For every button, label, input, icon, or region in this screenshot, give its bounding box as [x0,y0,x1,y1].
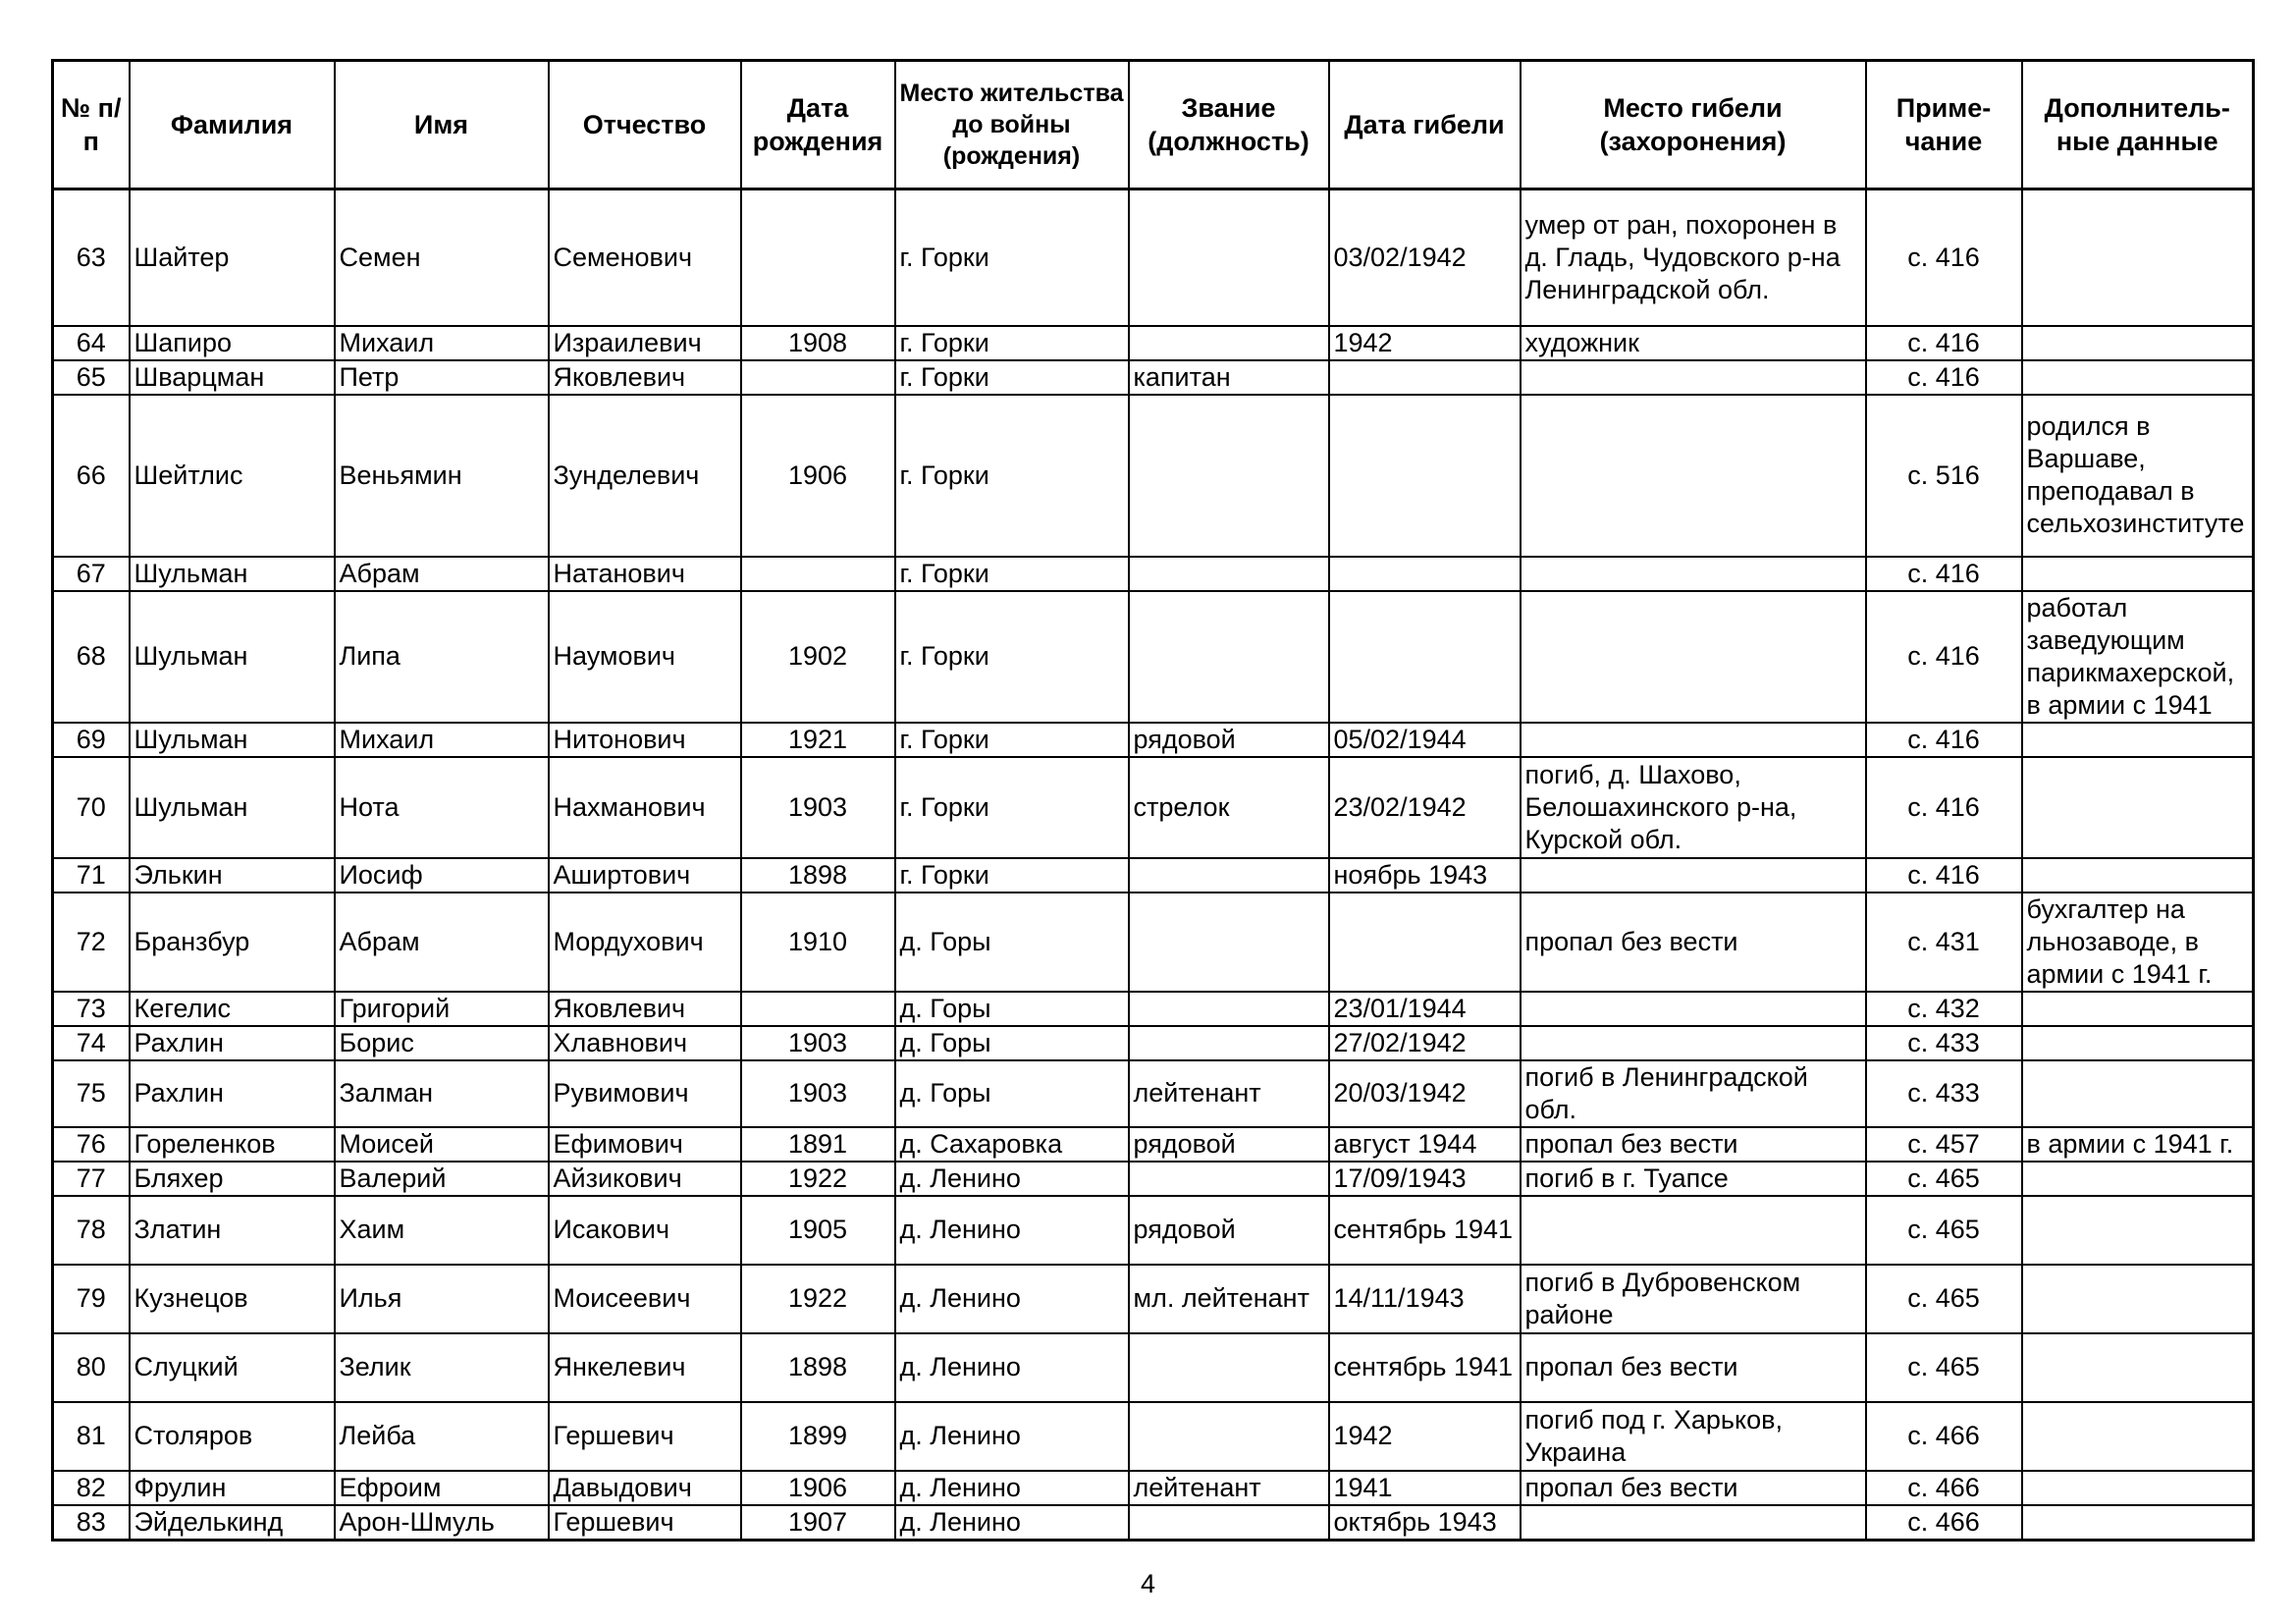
col-header-surname: Фамилия [130,61,335,189]
cell-extra [2022,757,2254,858]
cell-name: Петр [335,360,549,395]
cell-death-date: октябрь 1943 [1329,1505,1521,1541]
cell-death-date: 03/02/1942 [1329,189,1521,326]
cell-surname: Гореленков [130,1127,335,1162]
col-header-name: Имя [335,61,549,189]
cell-residence: д. Горы [895,992,1129,1026]
cell-rank: мл. лейтенант [1129,1265,1329,1333]
cell-extra [2022,557,2254,591]
cell-patronymic: Гершевич [549,1402,741,1471]
cell-death-place [1521,591,1866,723]
cell-name: Арон-Шмуль [335,1505,549,1541]
cell-rank [1129,591,1329,723]
cell-rank: капитан [1129,360,1329,395]
cell-death-date [1329,557,1521,591]
cell-residence: д. Ленино [895,1333,1129,1402]
col-header-number: № п/п [53,61,130,189]
cell-patronymic: Хлавнович [549,1026,741,1060]
cell-extra [2022,858,2254,893]
cell-rank [1129,893,1329,992]
cell-number: 80 [53,1333,130,1402]
cell-death-place: художник [1521,326,1866,360]
cell-number: 79 [53,1265,130,1333]
cell-note: с. 416 [1866,326,2022,360]
cell-death-date: сентябрь 1941 [1329,1333,1521,1402]
cell-note: с. 416 [1866,189,2022,326]
col-header-note: Приме-чание [1866,61,2022,189]
cell-death-date: 1942 [1329,1402,1521,1471]
cell-name: Ефроим [335,1471,549,1505]
cell-name: Нота [335,757,549,858]
cell-name: Семен [335,189,549,326]
cell-patronymic: Рувимович [549,1060,741,1127]
table-row [53,1162,2254,1196]
cell-patronymic: Яковлевич [549,992,741,1026]
cell-extra [2022,992,2254,1026]
cell-note: с. 466 [1866,1402,2022,1471]
cell-death-place [1521,557,1866,591]
cell-birth [741,360,895,395]
cell-death-date [1329,893,1521,992]
cell-death-date: 05/02/1944 [1329,723,1521,757]
cell-extra [2022,360,2254,395]
cell-birth: 1906 [741,1471,895,1505]
cell-rank: рядовой [1129,1127,1329,1162]
cell-number: 70 [53,757,130,858]
cell-number: 82 [53,1471,130,1505]
cell-number: 76 [53,1127,130,1162]
cell-extra [2022,1402,2254,1471]
cell-birth: 1906 [741,395,895,557]
cell-death-place [1521,723,1866,757]
cell-name: Хаим [335,1196,549,1265]
col-header-birth: Дата рождения [741,61,895,189]
cell-surname: Шапиро [130,326,335,360]
cell-number: 74 [53,1026,130,1060]
table-row [53,591,2254,723]
table-row [53,189,2254,326]
cell-death-place: погиб под г. Харьков, Украина [1521,1402,1866,1471]
cell-death-place: погиб в г. Туапсе [1521,1162,1866,1196]
cell-extra [2022,326,2254,360]
cell-death-date: 1941 [1329,1471,1521,1505]
table-row [53,893,2254,992]
table-row [53,557,2254,591]
cell-number: 75 [53,1060,130,1127]
cell-death-date [1329,395,1521,557]
cell-number: 67 [53,557,130,591]
cell-patronymic: Янкелевич [549,1333,741,1402]
cell-residence: г. Горки [895,557,1129,591]
table-row [53,1026,2254,1060]
cell-residence: д. Горы [895,1060,1129,1127]
cell-residence: г. Горки [895,757,1129,858]
cell-extra [2022,1471,2254,1505]
cell-rank: рядовой [1129,1196,1329,1265]
table-row [53,1402,2254,1471]
cell-surname: Бляхер [130,1162,335,1196]
cell-rank [1129,395,1329,557]
cell-name: Михаил [335,326,549,360]
table-row [53,1505,2254,1541]
cell-residence: г. Горки [895,360,1129,395]
cell-name: Лейба [335,1402,549,1471]
cell-surname: Бранзбур [130,893,335,992]
cell-birth: 1922 [741,1162,895,1196]
cell-death-place: пропал без вести [1521,1471,1866,1505]
col-header-death-place: Место гибели (захоронения) [1521,61,1866,189]
cell-note: с. 416 [1866,723,2022,757]
cell-birth: 1903 [741,757,895,858]
cell-name: Абрам [335,893,549,992]
cell-patronymic: Семенович [549,189,741,326]
cell-extra [2022,1265,2254,1333]
cell-number: 66 [53,395,130,557]
cell-number: 64 [53,326,130,360]
cell-number: 63 [53,189,130,326]
cell-patronymic: Израилевич [549,326,741,360]
cell-birth: 1922 [741,1265,895,1333]
cell-name: Михаил [335,723,549,757]
table-row [53,1060,2254,1127]
cell-birth [741,557,895,591]
table-row [53,858,2254,893]
cell-birth: 1903 [741,1060,895,1127]
cell-death-date: ноябрь 1943 [1329,858,1521,893]
cell-name: Валерий [335,1162,549,1196]
cell-surname: Златин [130,1196,335,1265]
cell-residence: д. Горы [895,893,1129,992]
cell-surname: Рахлин [130,1026,335,1060]
table-row [53,360,2254,395]
col-header-death-date: Дата гибели [1329,61,1521,189]
cell-surname: Кегелис [130,992,335,1026]
cell-name: Зелик [335,1333,549,1402]
cell-residence: д. Ленино [895,1471,1129,1505]
cell-extra [2022,1505,2254,1541]
cell-residence: д. Ленино [895,1505,1129,1541]
cell-extra [2022,723,2254,757]
table-row [53,1265,2254,1333]
cell-birth: 1891 [741,1127,895,1162]
col-header-extra: Дополнитель-ные данные [2022,61,2254,189]
table-row [53,1127,2254,1162]
cell-birth: 1905 [741,1196,895,1265]
cell-extra: работал заведующим парикмахерской, в армии с 1941 [2022,591,2254,723]
cell-death-place: погиб, д. Шахово, Белошахинского р-на, Курской обл. [1521,757,1866,858]
table-row [53,326,2254,360]
cell-residence: д. Ленино [895,1196,1129,1265]
cell-name: Веньямин [335,395,549,557]
cell-residence: г. Горки [895,858,1129,893]
cell-extra: в армии с 1941 г. [2022,1127,2254,1162]
cell-name: Иосиф [335,858,549,893]
cell-rank [1129,992,1329,1026]
cell-birth: 1898 [741,1333,895,1402]
cell-death-date: август 1944 [1329,1127,1521,1162]
cell-residence: д. Ленино [895,1162,1129,1196]
cell-surname: Шайтер [130,189,335,326]
cell-surname: Рахлин [130,1060,335,1127]
cell-surname: Столяров [130,1402,335,1471]
cell-birth: 1921 [741,723,895,757]
casualty-table [51,59,2255,1542]
col-header-rank: Звание (должность) [1129,61,1329,189]
cell-surname: Шульман [130,557,335,591]
cell-number: 73 [53,992,130,1026]
cell-death-date: 14/11/1943 [1329,1265,1521,1333]
cell-patronymic: Гершевич [549,1505,741,1541]
cell-rank: лейтенант [1129,1471,1329,1505]
cell-death-place [1521,992,1866,1026]
cell-number: 72 [53,893,130,992]
cell-number: 78 [53,1196,130,1265]
cell-note: с. 416 [1866,360,2022,395]
cell-name: Григорий [335,992,549,1026]
cell-surname: Шульман [130,723,335,757]
table-row [53,1333,2254,1402]
cell-extra [2022,189,2254,326]
cell-surname: Кузнецов [130,1265,335,1333]
cell-rank [1129,1333,1329,1402]
cell-number: 77 [53,1162,130,1196]
col-header-residence: Место жительства до войны (рождения) [895,61,1129,189]
cell-surname: Элькин [130,858,335,893]
cell-death-place: погиб в Дубровенском районе [1521,1265,1866,1333]
page-number: 4 [1140,1569,1156,1598]
cell-number: 83 [53,1505,130,1541]
cell-death-date: 23/02/1942 [1329,757,1521,858]
cell-birth: 1902 [741,591,895,723]
cell-note: с. 466 [1866,1505,2022,1541]
cell-name: Илья [335,1265,549,1333]
cell-death-place: пропал без вести [1521,1127,1866,1162]
cell-rank [1129,1505,1329,1541]
cell-death-place [1521,1196,1866,1265]
cell-rank: лейтенант [1129,1060,1329,1127]
cell-residence: д. Горы [895,1026,1129,1060]
cell-residence: г. Горки [895,723,1129,757]
table-row [53,757,2254,858]
cell-name: Абрам [335,557,549,591]
cell-note: с. 433 [1866,1060,2022,1127]
cell-birth: 1903 [741,1026,895,1060]
cell-death-date: 27/02/1942 [1329,1026,1521,1060]
cell-surname: Шульман [130,591,335,723]
cell-patronymic: Айзикович [549,1162,741,1196]
cell-death-place [1521,395,1866,557]
cell-extra [2022,1162,2254,1196]
cell-name: Липа [335,591,549,723]
cell-number: 69 [53,723,130,757]
cell-residence: г. Горки [895,189,1129,326]
cell-death-place [1521,1505,1866,1541]
table-row [53,992,2254,1026]
cell-number: 81 [53,1402,130,1471]
cell-death-date [1329,591,1521,723]
cell-birth [741,992,895,1026]
header-row [53,61,2254,189]
cell-patronymic: Аширтович [549,858,741,893]
cell-rank: стрелок [1129,757,1329,858]
cell-death-place [1521,858,1866,893]
cell-rank: рядовой [1129,723,1329,757]
cell-note: с. 416 [1866,757,2022,858]
cell-number: 65 [53,360,130,395]
cell-extra [2022,1333,2254,1402]
cell-rank [1129,189,1329,326]
cell-number: 68 [53,591,130,723]
cell-note: с. 466 [1866,1471,2022,1505]
cell-residence: д. Сахаровка [895,1127,1129,1162]
cell-name: Моисей [335,1127,549,1162]
cell-extra: бухгалтер на льнозаводе, в армии с 1941 г. [2022,893,2254,992]
cell-rank [1129,1026,1329,1060]
cell-surname: Шейтлис [130,395,335,557]
cell-note: с. 416 [1866,858,2022,893]
cell-extra [2022,1196,2254,1265]
cell-birth [741,189,895,326]
cell-patronymic: Исакович [549,1196,741,1265]
cell-patronymic: Моисеевич [549,1265,741,1333]
cell-note: с. 516 [1866,395,2022,557]
cell-death-place: пропал без вести [1521,1333,1866,1402]
cell-name: Залман [335,1060,549,1127]
cell-patronymic: Яковлевич [549,360,741,395]
table-row [53,1196,2254,1265]
table-row [53,395,2254,557]
cell-surname: Шульман [130,757,335,858]
cell-death-date: 20/03/1942 [1329,1060,1521,1127]
col-header-patronymic: Отчество [549,61,741,189]
cell-residence: г. Горки [895,395,1129,557]
cell-extra [2022,1060,2254,1127]
cell-surname: Слуцкий [130,1333,335,1402]
cell-birth: 1910 [741,893,895,992]
cell-note: с. 433 [1866,1026,2022,1060]
cell-note: с. 465 [1866,1196,2022,1265]
cell-note: с. 465 [1866,1333,2022,1402]
cell-death-date [1329,360,1521,395]
cell-residence: д. Ленино [895,1402,1129,1471]
cell-note: с. 465 [1866,1265,2022,1333]
cell-death-place: погиб в Ленинградской обл. [1521,1060,1866,1127]
cell-patronymic: Нахманович [549,757,741,858]
cell-extra: родился в Варшаве, преподавал в сельхозинституте [2022,395,2254,557]
cell-death-place [1521,1026,1866,1060]
cell-rank [1129,557,1329,591]
cell-note: с. 457 [1866,1127,2022,1162]
cell-death-place: умер от ран, похоронен в д. Гладь, Чудовского р-на Ленинградской обл. [1521,189,1866,326]
cell-rank [1129,1162,1329,1196]
cell-patronymic: Мордухович [549,893,741,992]
cell-patronymic: Давыдович [549,1471,741,1505]
cell-death-place: пропал без вести [1521,893,1866,992]
cell-note: с. 416 [1866,557,2022,591]
cell-rank [1129,326,1329,360]
cell-patronymic: Натанович [549,557,741,591]
cell-residence: д. Ленино [895,1265,1129,1333]
table-row [53,723,2254,757]
cell-death-place [1521,360,1866,395]
cell-residence: г. Горки [895,591,1129,723]
cell-extra [2022,1026,2254,1060]
cell-rank [1129,1402,1329,1471]
cell-note: с. 431 [1866,893,2022,992]
cell-note: с. 416 [1866,591,2022,723]
cell-patronymic: Зунделевич [549,395,741,557]
cell-death-date: сентябрь 1941 [1329,1196,1521,1265]
cell-number: 71 [53,858,130,893]
cell-rank [1129,858,1329,893]
cell-patronymic: Наумович [549,591,741,723]
cell-patronymic: Ефимович [549,1127,741,1162]
cell-name: Борис [335,1026,549,1060]
cell-birth: 1899 [741,1402,895,1471]
cell-birth: 1908 [741,326,895,360]
cell-note: с. 432 [1866,992,2022,1026]
cell-death-date: 1942 [1329,326,1521,360]
cell-note: с. 465 [1866,1162,2022,1196]
cell-birth: 1898 [741,858,895,893]
cell-surname: Фрулин [130,1471,335,1505]
cell-surname: Шварцман [130,360,335,395]
cell-birth: 1907 [741,1505,895,1541]
cell-surname: Эйделькинд [130,1505,335,1541]
cell-death-date: 17/09/1943 [1329,1162,1521,1196]
table-row [53,1471,2254,1505]
cell-patronymic: Нитонович [549,723,741,757]
cell-residence: г. Горки [895,326,1129,360]
cell-death-date: 23/01/1944 [1329,992,1521,1026]
